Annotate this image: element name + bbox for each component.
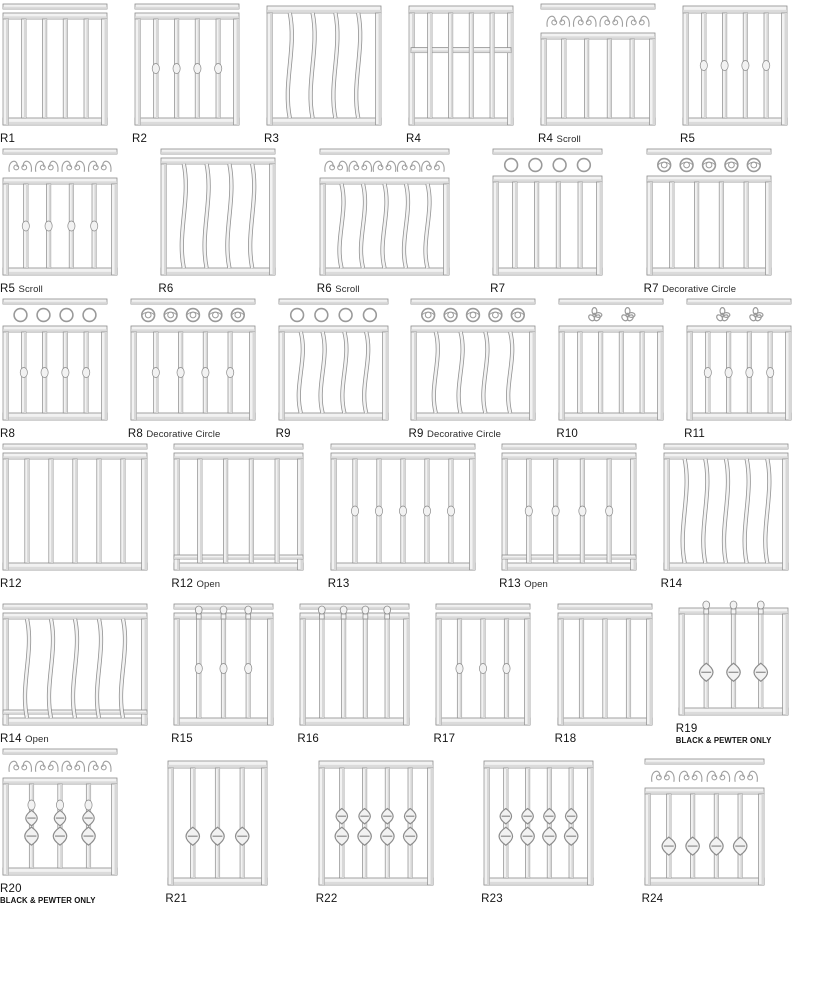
style-code: R5	[0, 283, 16, 295]
railing-panel-illustration	[0, 600, 150, 730]
style-suffix: Scroll	[556, 134, 581, 145]
style-caption	[676, 723, 698, 735]
railing-style-r15[interactable]	[171, 600, 297, 745]
style-code: R5	[680, 133, 696, 145]
style-caption	[490, 283, 505, 295]
style-caption	[158, 283, 173, 295]
style-caption	[556, 428, 578, 440]
style-caption	[644, 283, 737, 295]
railing-style-r20[interactable]	[0, 745, 165, 905]
railing-panel-illustration	[0, 440, 150, 575]
railing-panel-illustration	[328, 440, 478, 575]
railing-panel-illustration	[0, 295, 110, 425]
style-code: R14	[660, 578, 683, 590]
style-caption	[433, 733, 455, 745]
style-caption	[555, 733, 577, 745]
style-caption	[171, 578, 220, 590]
railing-panel-illustration	[0, 145, 120, 280]
railing-style-r19[interactable]	[676, 590, 812, 745]
style-caption	[499, 578, 548, 590]
railing-panel-illustration	[0, 0, 110, 130]
style-caption	[481, 893, 503, 905]
style-code: R4	[406, 133, 422, 145]
railing-style-r1[interactable]	[0, 0, 132, 145]
railing-panel-illustration	[642, 755, 767, 890]
railing-panel-illustration	[555, 600, 655, 730]
railing-style-r3[interactable]	[264, 0, 406, 145]
style-caption	[328, 578, 350, 590]
style-code: R8	[127, 428, 143, 440]
railing-style-r14o[interactable]	[0, 600, 171, 745]
style-caption	[408, 428, 501, 440]
style-code: R15	[171, 733, 193, 745]
style-caption	[0, 733, 49, 745]
railing-style-r24[interactable]	[642, 755, 812, 905]
finish-restriction-note: BLACK & PEWTER ONLY	[0, 896, 96, 905]
style-code: R22	[315, 893, 338, 905]
style-code: R1	[0, 133, 16, 145]
style-code: R18	[554, 733, 577, 745]
style-suffix: Open	[25, 734, 49, 745]
railing-style-r13[interactable]	[328, 440, 499, 590]
style-caption	[0, 883, 22, 895]
style-code: R6	[316, 283, 332, 295]
style-code: R7	[643, 283, 659, 295]
railing-style-r6[interactable]	[158, 145, 316, 295]
style-caption	[128, 428, 221, 440]
style-suffix: Scroll	[18, 284, 43, 295]
style-code: R13	[499, 578, 521, 590]
railing-panel-illustration	[264, 0, 384, 130]
style-code: R12	[0, 578, 22, 590]
railing-panel-illustration	[661, 440, 791, 575]
style-code: R14	[0, 733, 22, 745]
railing-style-r7[interactable]	[490, 145, 643, 295]
style-caption	[642, 893, 664, 905]
railing-style-r4[interactable]	[406, 0, 538, 145]
style-caption	[680, 133, 695, 145]
railing-style-r12o[interactable]	[171, 440, 327, 590]
style-caption	[661, 578, 683, 590]
style-caption	[276, 428, 291, 440]
railing-panel-illustration	[406, 0, 516, 130]
style-code: R23	[481, 893, 503, 905]
railing-style-r9d[interactable]	[408, 295, 556, 440]
style-row	[0, 440, 820, 590]
railing-panel-illustration	[316, 755, 436, 890]
style-code: R21	[165, 893, 188, 905]
style-caption	[0, 283, 43, 295]
railing-style-r11[interactable]	[684, 295, 812, 440]
style-code: R11	[684, 428, 705, 440]
style-caption	[264, 133, 279, 145]
style-code: R9	[275, 428, 291, 440]
railing-style-r14[interactable]	[661, 440, 812, 590]
railing-panel-illustration	[499, 440, 639, 575]
style-caption	[171, 733, 193, 745]
style-caption	[297, 733, 319, 745]
style-caption	[406, 133, 421, 145]
railing-panel-illustration	[490, 145, 605, 280]
railing-style-r22[interactable]	[316, 755, 481, 905]
railing-style-r7d[interactable]	[644, 145, 812, 295]
railing-style-r5s[interactable]	[0, 145, 158, 295]
style-suffix: Decorative Circle	[662, 284, 737, 295]
railing-panel-illustration	[132, 0, 242, 130]
style-caption	[0, 133, 15, 145]
railing-style-r21[interactable]	[165, 755, 315, 905]
style-suffix: Open	[196, 579, 221, 590]
style-caption	[0, 578, 22, 590]
style-code: R17	[433, 733, 456, 745]
style-code: R4	[538, 133, 554, 145]
style-caption	[538, 133, 581, 145]
railing-panel-illustration	[680, 0, 790, 130]
style-row	[0, 745, 820, 905]
railing-panel-illustration	[171, 600, 276, 730]
style-row	[0, 0, 820, 145]
style-row	[0, 590, 820, 745]
style-code: R6	[158, 283, 174, 295]
style-code: R7	[490, 283, 506, 295]
railing-panel-illustration	[171, 440, 306, 575]
railing-panel-illustration	[481, 755, 596, 890]
railing-panel-illustration	[317, 145, 452, 280]
railing-panel-illustration	[433, 600, 533, 730]
railing-style-r5[interactable]	[680, 0, 812, 145]
railing-panel-illustration	[165, 755, 270, 890]
railing-panel-illustration	[684, 295, 794, 425]
railing-style-r2[interactable]	[132, 0, 264, 145]
style-suffix: Scroll	[335, 284, 360, 295]
railing-panel-illustration	[676, 590, 791, 720]
railing-style-r13o[interactable]	[499, 440, 660, 590]
railing-panel-illustration	[158, 145, 278, 280]
style-code: R16	[297, 733, 320, 745]
style-suffix: Open	[524, 579, 548, 590]
railing-style-r18[interactable]	[555, 600, 676, 745]
railing-panel-illustration	[0, 745, 120, 880]
style-suffix: Decorative Circle	[146, 429, 221, 440]
railing-style-r8[interactable]	[0, 295, 128, 440]
style-row	[0, 295, 820, 440]
style-code: R19	[675, 723, 698, 735]
railing-style-r16[interactable]	[297, 600, 433, 745]
style-caption	[317, 283, 360, 295]
style-code: R24	[641, 893, 664, 905]
railing-panel-illustration	[408, 295, 538, 425]
style-code: R3	[264, 133, 280, 145]
finish-restriction-note: BLACK & PEWTER ONLY	[675, 736, 772, 745]
style-caption	[316, 893, 338, 905]
railing-style-r6s[interactable]	[317, 145, 490, 295]
style-code: R9	[408, 428, 424, 440]
railing-panel-illustration	[556, 295, 666, 425]
railing-style-r17[interactable]	[433, 600, 554, 745]
style-code: R13	[327, 578, 350, 590]
style-caption	[684, 428, 705, 440]
style-code: R8	[0, 428, 16, 440]
style-caption	[0, 428, 15, 440]
style-code: R10	[556, 428, 579, 440]
style-caption	[132, 133, 147, 145]
railing-style-r4s[interactable]	[538, 0, 680, 145]
railing-style-r8d[interactable]	[128, 295, 276, 440]
railing-style-r12[interactable]	[0, 440, 171, 590]
railing-panel-illustration	[644, 145, 774, 280]
style-caption	[165, 893, 187, 905]
railing-panel-illustration	[128, 295, 258, 425]
style-row	[0, 145, 820, 295]
style-suffix: Decorative Circle	[427, 429, 502, 440]
railing-panel-illustration	[297, 600, 412, 730]
railing-style-r23[interactable]	[481, 755, 641, 905]
railing-style-r10[interactable]	[556, 295, 684, 440]
railing-panel-illustration	[276, 295, 391, 425]
railing-panel-illustration	[538, 0, 658, 130]
style-code: R20	[0, 883, 22, 895]
style-code: R12	[171, 578, 194, 590]
style-code: R2	[132, 133, 148, 145]
railing-style-r9[interactable]	[276, 295, 409, 440]
